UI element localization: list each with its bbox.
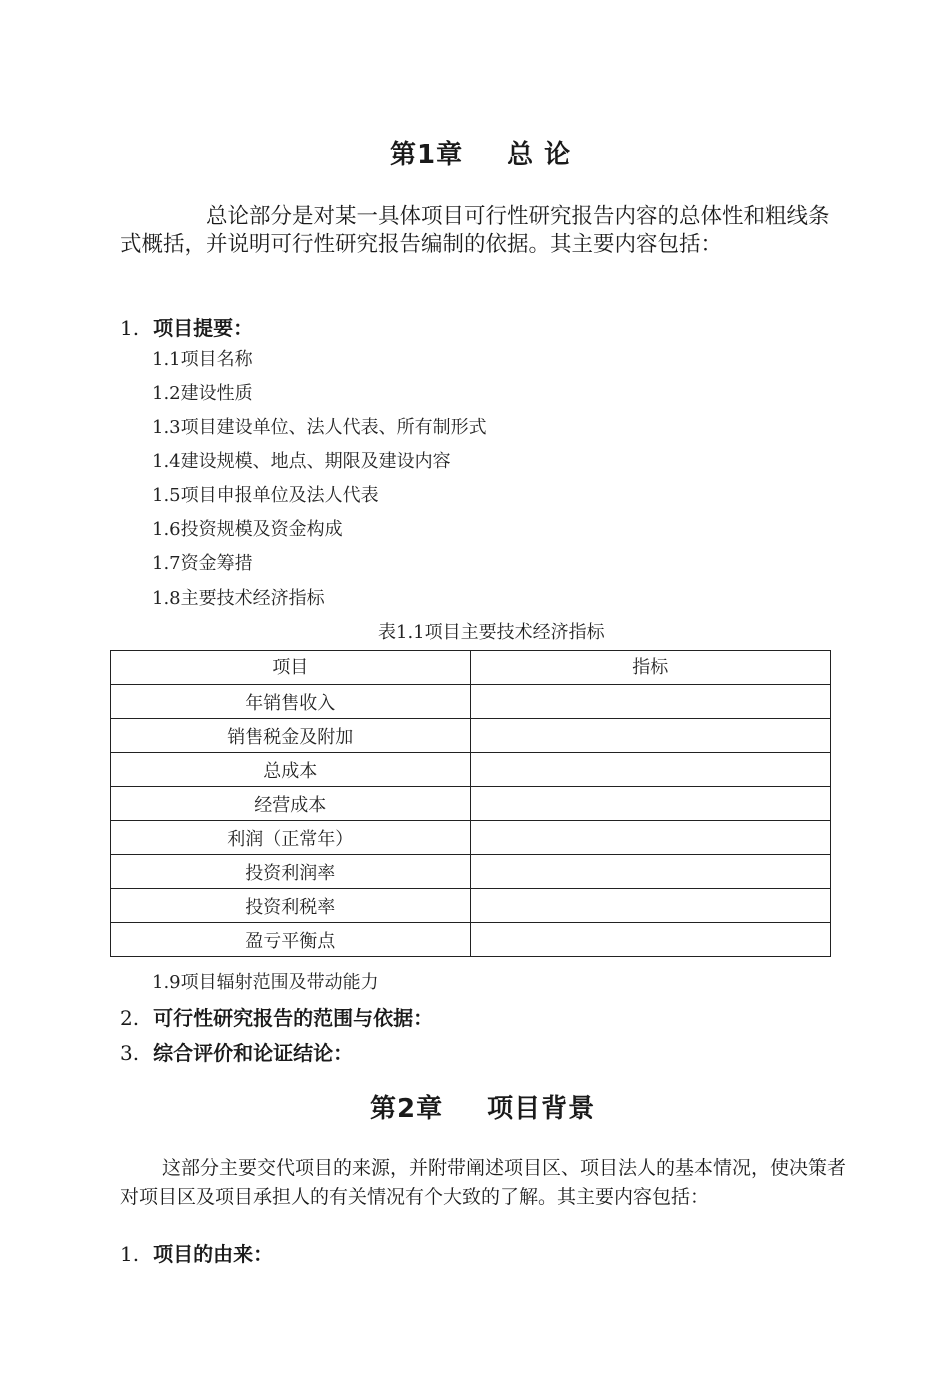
chapter-1-intro: 总论部分是对某一具体项目可行性研究报告内容的总体性和粗线条式概括，并说明可行性研究报告编制的依据。其主要内容包括： xyxy=(120,204,830,257)
sub-item: 1.4建设规模、地点、期限及建设内容 xyxy=(152,451,451,472)
table-cell: 投资利润率 xyxy=(111,855,471,889)
table-cell: 年销售收入 xyxy=(111,685,471,719)
table-cell: 总成本 xyxy=(111,753,471,787)
table-cell xyxy=(470,787,831,821)
sub-item: 1.3项目建设单位、法人代表、所有制形式 xyxy=(152,417,487,438)
chapter-2-heading xyxy=(370,1088,595,1125)
table-row xyxy=(111,719,831,753)
chapter-1-heading xyxy=(390,134,571,171)
table-header-indicator: 指标 xyxy=(470,651,831,685)
table-cell: 投资利税率 xyxy=(111,889,471,923)
table-row xyxy=(111,821,831,855)
sub-item: 1.5项目申报单位及法人代表 xyxy=(152,485,379,506)
chapter-2-title: 项目背景 xyxy=(487,1094,596,1124)
section-heading: 1. 项目的由来： xyxy=(120,1242,274,1266)
sub-item: 1.7资金筹措 xyxy=(152,553,253,574)
table-row xyxy=(111,787,831,821)
table-row xyxy=(111,855,831,889)
chapter-1-title: 总 论 xyxy=(507,140,572,170)
section-heading: 2. 可行性研究报告的范围与依据： xyxy=(120,1006,434,1030)
table-cell xyxy=(470,719,831,753)
section-heading: 3. 综合评价和论证结论： xyxy=(120,1041,354,1065)
section-heading: 1. 项目提要： xyxy=(120,316,254,340)
table-caption: 表1.1项目主要技术经济指标 xyxy=(378,622,605,643)
table-cell: 经营成本 xyxy=(111,787,471,821)
sub-item: 1.6投资规模及资金构成 xyxy=(152,519,343,540)
table-row xyxy=(111,753,831,787)
table-header-item: 项目 xyxy=(111,651,471,685)
chapter-2-intro: 这部分主要交代项目的来源，并附带阐述项目区、项目法人的基本情况，使决策者对项目区及项目承担人的有关情况有个大致的了解。其主要内容包括： xyxy=(120,1157,847,1208)
sub-item: 1.9项目辐射范围及带动能力 xyxy=(152,972,379,993)
chapter-2-number: 第2章 xyxy=(370,1094,444,1124)
table-row xyxy=(111,889,831,923)
table-cell xyxy=(470,821,831,855)
table-cell xyxy=(470,923,831,957)
metrics-table xyxy=(110,650,831,957)
table-cell xyxy=(470,889,831,923)
table-cell: 利润（正常年） xyxy=(111,821,471,855)
table-row xyxy=(111,685,831,719)
table-header-row xyxy=(111,651,831,685)
sub-item: 1.8主要技术经济指标 xyxy=(152,588,325,609)
table-cell xyxy=(470,753,831,787)
table-cell xyxy=(470,855,831,889)
table-row xyxy=(111,923,831,957)
sub-item: 1.1项目名称 xyxy=(152,349,253,370)
table-cell xyxy=(470,685,831,719)
table-cell: 盈亏平衡点 xyxy=(111,923,471,957)
table-cell: 销售税金及附加 xyxy=(111,719,471,753)
chapter-1-number: 第1章 xyxy=(390,140,464,170)
sub-item: 1.2建设性质 xyxy=(152,383,253,404)
